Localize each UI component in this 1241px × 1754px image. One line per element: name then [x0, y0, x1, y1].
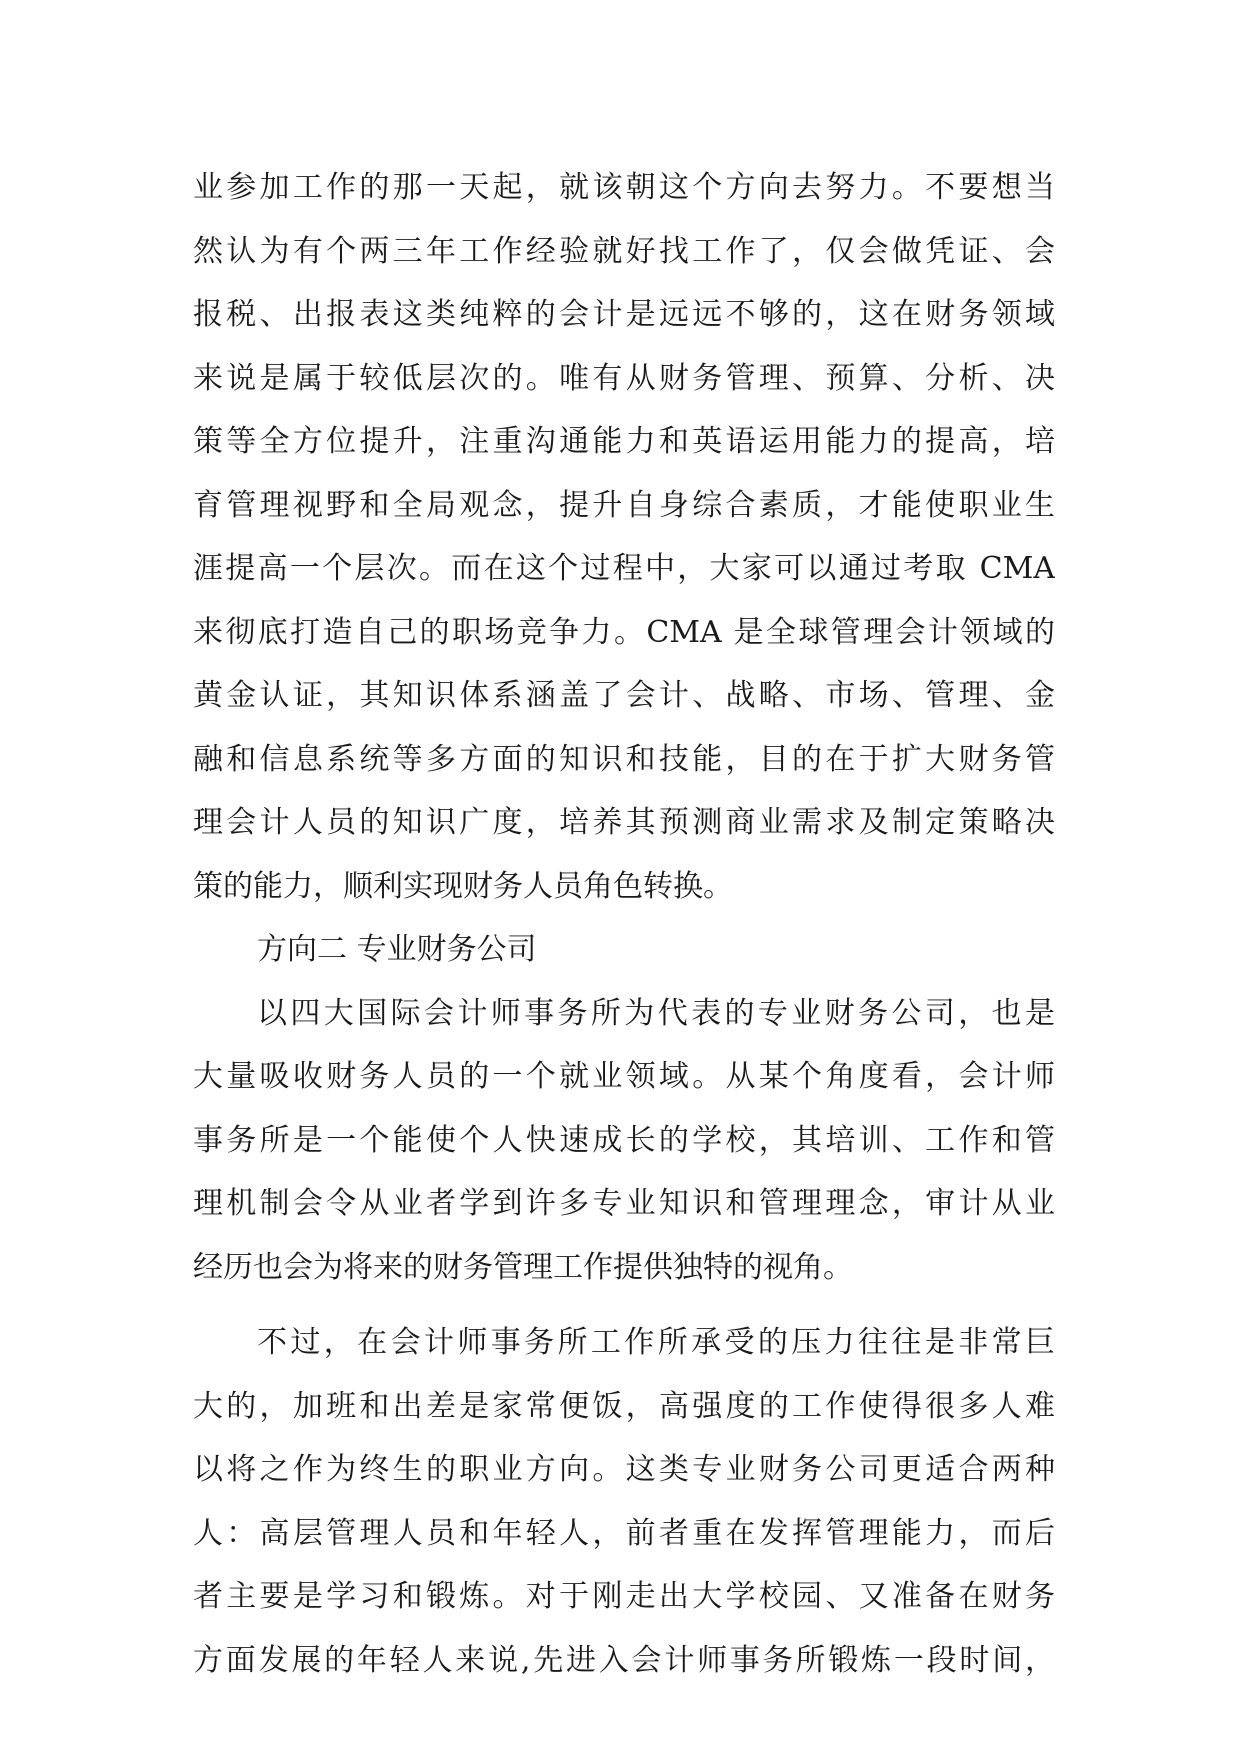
text-line: 策的能力，顺利实现财务人员角色转换。: [193, 868, 733, 904]
text-line: 理机制会令从业者学到许多专业知识和管理理念，审计从业: [193, 1186, 1055, 1221]
text-line: 理会计人员的知识广度，培养其预测商业需求及制定策略决: [193, 805, 1055, 840]
body-text: [193, 156, 1055, 1692]
text-line: 涯提高一个层次。而在这个过程中，大家可以通过考取 CMA: [193, 551, 1055, 586]
text-line: 以四大国际会计师事务所为代表的专业财务公司，也是: [257, 995, 1055, 1031]
text-line: 育管理视野和全局观念，提升自身综合素质，才能使职业生: [193, 487, 1055, 523]
text-line: 不过，在会计师事务所工作所承受的压力往往是非常巨: [257, 1325, 1055, 1360]
text-line: 黄金认证，其知识体系涵盖了会计、战略、市场、管理、金: [193, 678, 1055, 713]
text-line: 融和信息系统等多方面的知识和技能，目的在于扩大财务管: [193, 741, 1055, 777]
text-line: 业参加工作的那一天起，就该朝这个方向去努力。不要想当: [193, 170, 1055, 205]
text-line: 方面发展的年轻人来说,先进入会计师事务所锻炼一段时间，: [193, 1642, 1055, 1678]
section-heading: 方向二 专业财务公司: [257, 932, 537, 967]
text-line: 来说是属于较低层次的。唯有从财务管理、预算、分析、决: [193, 360, 1055, 396]
text-line: 策等全方位提升，注重沟通能力和英语运用能力的提高，培: [193, 424, 1055, 459]
text-line: 来彻底打造自己的职场竞争力。CMA 是全球管理会计领域的: [193, 614, 1055, 650]
text-line: 报税、出报表这类纯粹的会计是远远不够的，这在财务领域: [193, 297, 1055, 332]
text-line: 者主要是学习和锻炼。对于刚走出大学校园、又准备在财务: [193, 1579, 1055, 1614]
text-line: 以将之作为终生的职业方向。这类专业财务公司更适合两种: [193, 1452, 1055, 1487]
text-line: 事务所是一个能使个人快速成长的学校，其培训、工作和管: [193, 1122, 1055, 1158]
text-line: 大量吸收财务人员的一个就业领域。从某个角度看，会计师: [193, 1059, 1055, 1094]
text-line: 大的，加班和出差是家常便饭，高强度的工作使得很多人难: [193, 1388, 1055, 1424]
text-line: 人：高层管理人员和年轻人，前者重在发挥管理能力，而后: [193, 1515, 1055, 1551]
text-line: 然认为有个两三年工作经验就好找工作了，仅会做凭证、会: [193, 233, 1055, 269]
text-line: 经历也会为将来的财务管理工作提供独特的视角。: [193, 1249, 853, 1285]
